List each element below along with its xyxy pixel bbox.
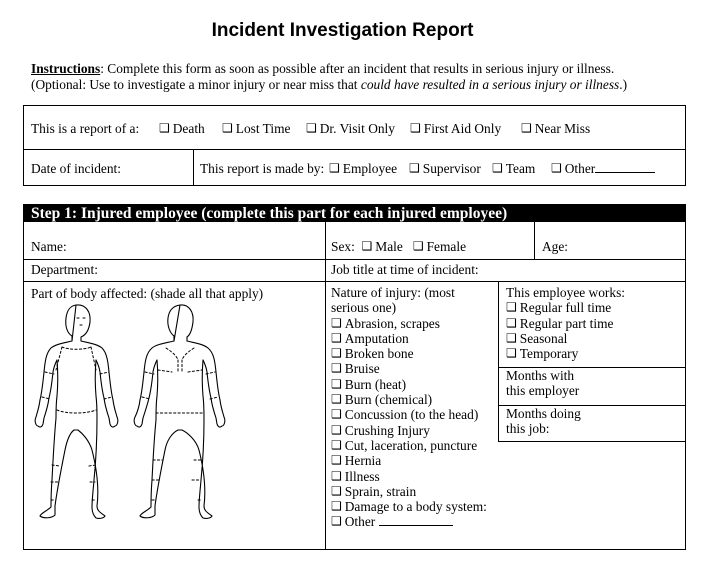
age-divider bbox=[534, 222, 535, 260]
option-label: Seasonal bbox=[519, 330, 568, 346]
report-type-first-aid[interactable] bbox=[410, 121, 501, 137]
option-label: Damage to a body system: bbox=[344, 499, 487, 515]
sex-male[interactable] bbox=[362, 239, 403, 254]
option-label: Other bbox=[564, 161, 596, 176]
nature-option-abrasion[interactable] bbox=[331, 316, 487, 331]
other-blank-field[interactable] bbox=[595, 162, 655, 173]
made-by-supervisor[interactable] bbox=[409, 161, 481, 177]
nature-option-concussion[interactable] bbox=[331, 407, 487, 422]
option-label: Burn (chemical) bbox=[344, 392, 433, 408]
instructions-label: Instructions bbox=[31, 61, 101, 76]
months-doing-job bbox=[506, 406, 581, 437]
nature-option-other[interactable] bbox=[331, 514, 487, 529]
instructions-suffix: .) bbox=[619, 77, 628, 92]
instructions-italic-text: could have resulted in a serious injury or illness bbox=[360, 77, 620, 92]
report-type-lost-time[interactable] bbox=[222, 121, 290, 137]
option-label: Sprain, strain bbox=[344, 483, 417, 499]
job-title-field[interactable] bbox=[485, 261, 680, 279]
checkbox-icon[interactable]: ❑ bbox=[506, 346, 517, 361]
nature-label-line1: Nature of injury: (most bbox=[331, 285, 455, 300]
checkbox-icon[interactable]: ❑ bbox=[331, 407, 342, 422]
works-option-seasonal[interactable] bbox=[506, 331, 625, 346]
checkbox-icon[interactable]: ❑ bbox=[331, 422, 342, 437]
option-label: Temporary bbox=[519, 346, 579, 362]
option-label: Other bbox=[344, 514, 376, 530]
checkbox-icon[interactable]: ❑ bbox=[331, 468, 342, 483]
page-title: Incident Investigation Report bbox=[211, 20, 474, 41]
checkbox-icon[interactable]: ❑ bbox=[331, 483, 342, 498]
nature-option-burn-chemical[interactable] bbox=[331, 392, 487, 407]
months-doing-job-field[interactable] bbox=[600, 408, 680, 438]
other-injury-blank-field[interactable] bbox=[379, 515, 453, 526]
table-border-right bbox=[685, 105, 686, 186]
instructions-text: : Complete this form as soon as possible after an incident that results in serious injury or illness. bbox=[100, 61, 615, 76]
nature-of-injury bbox=[331, 285, 487, 530]
option-label: Lost Time bbox=[235, 121, 291, 136]
front-outline bbox=[35, 305, 118, 518]
report-made-by-label: This report is made by: bbox=[200, 161, 325, 176]
back-outline bbox=[134, 305, 225, 518]
nature-option-cut[interactable] bbox=[331, 438, 487, 453]
checkbox-icon[interactable]: ❑ bbox=[551, 161, 562, 175]
works-label: This employee works: bbox=[506, 285, 626, 300]
checkbox-icon[interactable]: ❑ bbox=[329, 161, 340, 175]
option-label: Male bbox=[375, 239, 403, 254]
table-column-divider bbox=[193, 149, 194, 186]
sex-field bbox=[331, 239, 466, 255]
works-divider bbox=[498, 281, 499, 442]
option-label: Employee bbox=[342, 161, 398, 176]
nature-option-burn-heat[interactable] bbox=[331, 377, 487, 392]
instructions-line-1 bbox=[31, 61, 614, 76]
months-with-employer bbox=[506, 368, 579, 399]
instructions-optional-text: (Optional: Use to investigate a minor injury or near miss that bbox=[31, 77, 361, 92]
step1-border-right bbox=[685, 204, 686, 550]
made-by-other[interactable] bbox=[551, 161, 655, 177]
option-label: Broken bone bbox=[344, 346, 414, 362]
step1-border-bottom bbox=[23, 549, 686, 550]
works-option-full-time[interactable] bbox=[506, 300, 625, 315]
table-divider bbox=[23, 149, 686, 150]
checkbox-icon[interactable]: ❑ bbox=[492, 161, 503, 175]
nature-option-body-system[interactable] bbox=[331, 499, 487, 514]
report-type-dr-visit[interactable] bbox=[306, 121, 395, 137]
made-by-team[interactable] bbox=[492, 161, 535, 177]
option-label: Dr. Visit Only bbox=[319, 121, 395, 136]
works-option-temporary[interactable] bbox=[506, 346, 625, 361]
checkbox-icon[interactable]: ❑ bbox=[331, 361, 342, 376]
employee-works bbox=[506, 285, 625, 361]
checkbox-icon[interactable]: ❑ bbox=[506, 300, 517, 315]
step1-border-left bbox=[23, 204, 24, 550]
checkbox-icon[interactable]: ❑ bbox=[331, 499, 342, 514]
checkbox-icon[interactable]: ❑ bbox=[331, 514, 342, 529]
name-label: Name: bbox=[31, 239, 67, 254]
nature-option-broken-bone[interactable] bbox=[331, 346, 487, 361]
option-label: Bruise bbox=[344, 361, 380, 377]
option-label: Female bbox=[426, 239, 467, 254]
checkbox-icon[interactable]: ❑ bbox=[331, 315, 342, 330]
months-job-bottom bbox=[498, 441, 686, 442]
department-label: Department: bbox=[31, 262, 98, 277]
option-label: Cut, laceration, puncture bbox=[344, 437, 478, 453]
table-border-top bbox=[23, 105, 686, 106]
report-type-label: This is a report of a: bbox=[31, 121, 140, 136]
option-label: Burn (heat) bbox=[344, 376, 407, 392]
job-title-label: Job title at time of incident: bbox=[331, 262, 479, 277]
name-field[interactable] bbox=[75, 224, 320, 257]
sex-label: Sex: bbox=[331, 239, 355, 254]
nature-option-hernia[interactable] bbox=[331, 453, 487, 468]
body-part-label: Part of body affected: (shade all that apply) bbox=[31, 286, 264, 301]
checkbox-icon[interactable]: ❑ bbox=[506, 315, 517, 330]
option-label: Amputation bbox=[344, 330, 409, 346]
age-field[interactable] bbox=[575, 224, 680, 257]
checkbox-icon[interactable]: ❑ bbox=[159, 121, 170, 135]
checkbox-icon[interactable]: ❑ bbox=[331, 392, 342, 407]
age-label: Age: bbox=[542, 239, 569, 254]
step1-header: Step 1: Injured employee (complete this part for each injured employee) bbox=[31, 205, 508, 222]
checkbox-icon[interactable]: ❑ bbox=[361, 239, 373, 253]
option-label: Hernia bbox=[344, 453, 382, 469]
nature-option-bruise[interactable] bbox=[331, 361, 487, 376]
checkbox-icon[interactable]: ❑ bbox=[409, 161, 420, 175]
instructions-line-2 bbox=[31, 77, 627, 92]
checkbox-icon[interactable]: ❑ bbox=[331, 330, 342, 345]
checkbox-icon[interactable]: ❑ bbox=[521, 121, 532, 135]
nature-label-line2: serious one) bbox=[331, 300, 397, 316]
option-label: Supervisor bbox=[422, 161, 481, 176]
months-employer-label-line2: this employer bbox=[506, 383, 580, 399]
option-label: Illness bbox=[344, 468, 380, 484]
checkbox-icon[interactable]: ❑ bbox=[410, 121, 421, 135]
department-field[interactable] bbox=[110, 261, 320, 279]
step1-column-divider bbox=[325, 222, 326, 550]
option-label: Team bbox=[505, 161, 536, 176]
checkbox-icon[interactable]: ❑ bbox=[222, 121, 233, 135]
option-label: Crushing Injury bbox=[344, 422, 430, 438]
months-job-label-line1: Months doing bbox=[506, 406, 581, 421]
option-label: Regular part time bbox=[519, 315, 614, 331]
table-border-left bbox=[23, 105, 24, 186]
months-job-label-line2: this job: bbox=[506, 421, 550, 437]
option-label: First Aid Only bbox=[423, 121, 502, 136]
option-label: Death bbox=[172, 121, 205, 136]
months-employer-label-line1: Months with bbox=[506, 368, 575, 383]
checkbox-icon[interactable]: ❑ bbox=[331, 453, 342, 468]
body-back-figure[interactable] bbox=[132, 300, 228, 522]
date-of-incident-label: Date of incident: bbox=[31, 161, 121, 176]
nature-option-sprain[interactable] bbox=[331, 484, 487, 499]
works-option-part-time[interactable] bbox=[506, 316, 625, 331]
nature-option-illness[interactable] bbox=[331, 469, 487, 484]
report-type-near-miss[interactable] bbox=[521, 121, 590, 137]
checkbox-icon[interactable]: ❑ bbox=[506, 330, 517, 345]
date-of-incident-field[interactable] bbox=[120, 152, 190, 182]
months-with-employer-field[interactable] bbox=[600, 370, 680, 402]
table-border-bottom bbox=[23, 185, 686, 186]
made-by-employee[interactable] bbox=[329, 161, 397, 177]
checkbox-icon[interactable]: ❑ bbox=[306, 121, 317, 135]
option-label: Concussion (to the head) bbox=[344, 407, 479, 423]
checkbox-icon[interactable]: ❑ bbox=[331, 376, 342, 391]
option-label: Near Miss bbox=[534, 121, 591, 136]
checkbox-icon[interactable]: ❑ bbox=[331, 437, 342, 452]
row-divider-department bbox=[23, 281, 686, 282]
checkbox-icon[interactable]: ❑ bbox=[331, 346, 342, 361]
option-label: Abrasion, scrapes bbox=[344, 315, 440, 331]
report-type-death[interactable] bbox=[159, 121, 205, 137]
checkbox-icon[interactable]: ❑ bbox=[412, 239, 424, 253]
nature-option-crushing[interactable] bbox=[331, 423, 487, 438]
body-front-figure[interactable] bbox=[34, 300, 124, 522]
sex-female[interactable] bbox=[413, 239, 466, 254]
nature-option-amputation[interactable] bbox=[331, 331, 487, 346]
option-label: Regular full time bbox=[519, 300, 612, 316]
